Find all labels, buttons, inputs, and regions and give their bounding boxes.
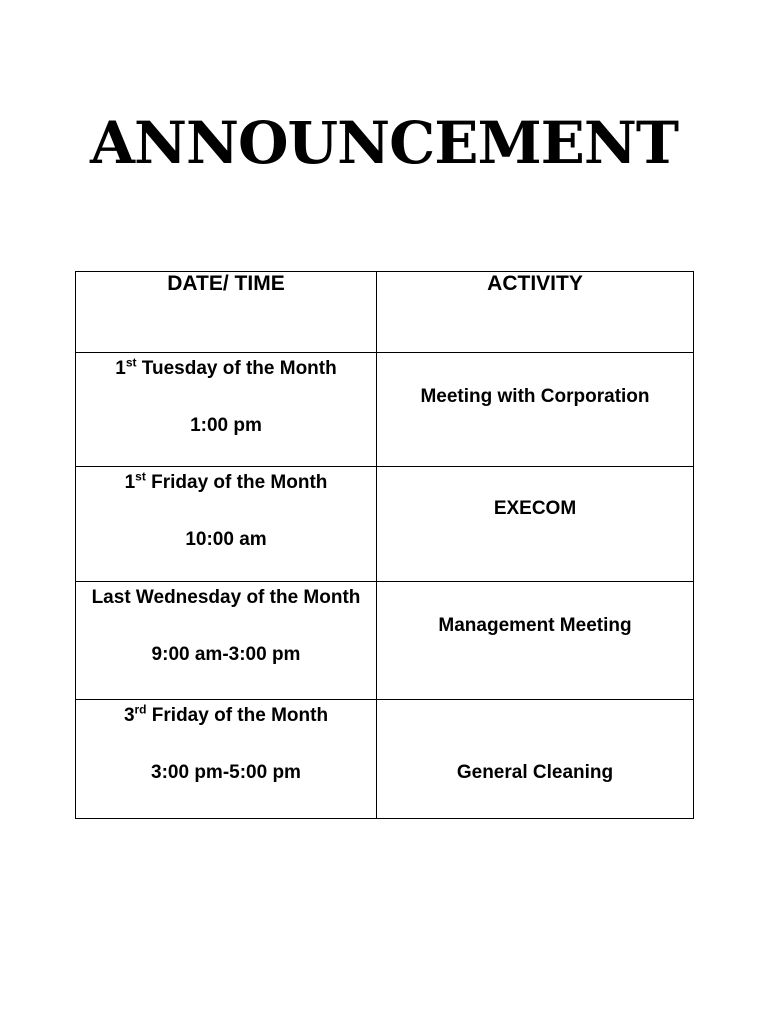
time-text: 1:00 pm (190, 415, 262, 436)
activity-text: General Cleaning (456, 762, 614, 783)
table-row (76, 700, 694, 819)
day-text: 1st Friday of the Month (124, 469, 328, 493)
table-row (76, 353, 694, 467)
date-time-cell (76, 467, 377, 582)
activity-cell (377, 353, 694, 467)
activity-text: Meeting with Corporation (420, 386, 650, 407)
activity-text: EXECOM (493, 498, 577, 519)
table-row (76, 467, 694, 582)
schedule-table (75, 271, 694, 819)
day-text: 3rd Friday of the Month (123, 702, 329, 726)
time-text: 10:00 am (185, 529, 267, 550)
day-text: 1st Tuesday of the Month (115, 355, 337, 379)
table-row (76, 582, 694, 700)
day-text: Last Wednesday of the Month (91, 587, 361, 608)
time-text: 3:00 pm-5:00 pm (151, 762, 301, 783)
activity-cell (377, 467, 694, 582)
table-header-row (76, 272, 694, 353)
header-date-time: DATE/ TIME (76, 272, 377, 353)
activity-cell (377, 700, 694, 819)
date-time-cell (76, 582, 377, 700)
date-time-cell (76, 700, 377, 819)
activity-text: Management Meeting (438, 615, 632, 636)
time-text: 9:00 am-3:00 pm (151, 644, 301, 665)
header-activity: ACTIVITY (377, 272, 694, 353)
page-title: ANNOUNCEMENT (89, 109, 679, 177)
activity-cell (377, 582, 694, 700)
date-time-cell (76, 353, 377, 467)
